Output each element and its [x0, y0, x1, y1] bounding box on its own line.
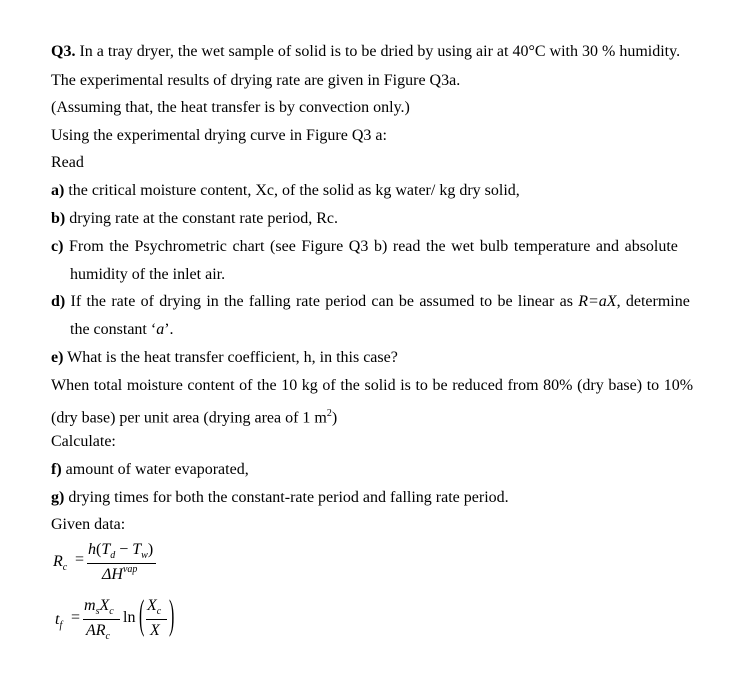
eq1-denominator — [102, 566, 137, 584]
eq2-num-x: X — [99, 597, 110, 614]
part-d-line-2-pre: the constant ‘ — [70, 321, 157, 338]
scenario-line-1: When total moisture content of the 10 kg of the solid is to be reduced from 80% (dry base) to 10% — [51, 377, 694, 394]
part-c — [51, 237, 678, 257]
eq1-num-close: ) — [147, 541, 154, 558]
question-line-3: (Assuming that, the heat transfer is by convection only.) — [51, 99, 410, 116]
eq2-den-ar: AR — [86, 622, 106, 639]
eq2-inner-fraction-bar — [146, 619, 167, 620]
eq2-equals: = — [71, 609, 81, 626]
eq1-numerator — [88, 541, 153, 559]
part-g — [51, 488, 509, 508]
part-f-text: amount of water evaporated, — [61, 461, 249, 478]
part-d-text-post: , determine — [616, 293, 690, 310]
eq2-num-m: m — [84, 597, 96, 614]
eq1-fraction-bar — [87, 563, 156, 564]
eq2-fraction-bar — [83, 619, 120, 620]
part-a-text: the critical moisture content, Xc, of the solid as kg water/ kg dry solid, — [64, 182, 520, 199]
eq2-lhs — [55, 611, 62, 629]
part-b-text: drying rate at the constant rate period, Rc. — [65, 210, 339, 227]
eq2-inner-num-sub: c — [156, 606, 162, 617]
part-f — [51, 460, 249, 480]
eq1-num-t1: T — [101, 541, 111, 558]
eq2-num-m-sub: s — [95, 606, 100, 617]
scenario-superscript: 2 — [326, 408, 332, 419]
part-d-line-2 — [70, 320, 174, 340]
eq1-lhs-subscript: c — [62, 562, 68, 573]
question-line-5: Read — [51, 154, 84, 171]
eq2-inner-numerator — [147, 597, 161, 615]
part-e-label: e) — [51, 349, 64, 366]
question-line-2: The experimental results of drying rate are given in Figure Q3a. — [51, 72, 461, 89]
eq1-lhs — [53, 553, 67, 571]
eq1-den-superscript: vap — [122, 564, 138, 575]
eq2-num-x-sub: c — [109, 606, 114, 617]
part-e — [51, 348, 398, 368]
given-data-label: Given data: — [51, 516, 126, 533]
part-d-equation: R=aX — [578, 293, 617, 310]
eq2-lhs-subscript: f — [59, 620, 63, 631]
eq2-lhs-symbol: t — [55, 611, 60, 628]
part-a — [51, 181, 520, 201]
eq1-num-t2-sub: w — [141, 550, 148, 561]
part-c-label: c) — [51, 238, 64, 255]
eq1-num-open: ( — [96, 541, 102, 558]
question-label: Q3. — [51, 43, 76, 60]
part-a-label: a) — [51, 182, 65, 199]
part-d-line-2-post: ’. — [164, 321, 174, 338]
question-line-4: Using the experimental drying curve in Figure Q3 a: — [51, 127, 387, 144]
scenario-line-2-pre: (dry base) per unit area (drying area of 1 m — [51, 409, 327, 427]
part-e-text: What is the heat transfer coefficient, h, in this case? — [63, 349, 398, 366]
eq2-inner-denominator: X — [150, 622, 160, 639]
eq2-inner-num-x: X — [147, 597, 157, 614]
eq1-num-h: h — [88, 541, 96, 558]
part-d-text-pre: If the rate of drying in the falling rate period can be assumed to be linear as — [65, 293, 579, 310]
eq1-num-t1-sub: d — [110, 550, 116, 561]
part-d-label: d) — [51, 293, 66, 310]
part-d — [51, 292, 690, 312]
part-f-label: f) — [51, 461, 62, 478]
eq2-left-paren: ( — [139, 594, 145, 639]
eq2-ln: ln — [123, 609, 136, 626]
eq1-num-t2: T — [132, 541, 142, 558]
part-d-variable: a — [156, 321, 165, 338]
eq1-equals: = — [75, 551, 85, 568]
eq2-den-sub: c — [105, 631, 110, 642]
part-g-text: drying times for both the constant-rate period and falling rate period. — [64, 489, 509, 506]
scenario-line-2 — [51, 404, 337, 428]
eq2-right-paren: ) — [169, 594, 175, 639]
question-intro — [51, 42, 680, 62]
eq1-den-delta-h: ΔH — [102, 566, 123, 583]
scenario-line-2-post: ) — [331, 409, 338, 427]
part-g-label: g) — [51, 489, 65, 506]
eq2-denominator — [86, 622, 110, 640]
eq1-lhs-symbol: R — [53, 553, 63, 570]
part-b-label: b) — [51, 210, 66, 227]
calculate-label: Calculate: — [51, 433, 116, 450]
eq2-numerator — [84, 597, 114, 615]
part-c-text: From the Psychrometric chart (see Figure Q3 b) read the wet bulb temperature and absolute — [63, 238, 678, 255]
part-b — [51, 209, 338, 229]
part-c-line-2: humidity of the inlet air. — [70, 266, 226, 283]
question-intro-text: In a tray dryer, the wet sample of solid is to be dried by using air at 40°C with 30 % humidity. — [75, 43, 681, 60]
eq1-num-minus: − — [115, 541, 133, 558]
